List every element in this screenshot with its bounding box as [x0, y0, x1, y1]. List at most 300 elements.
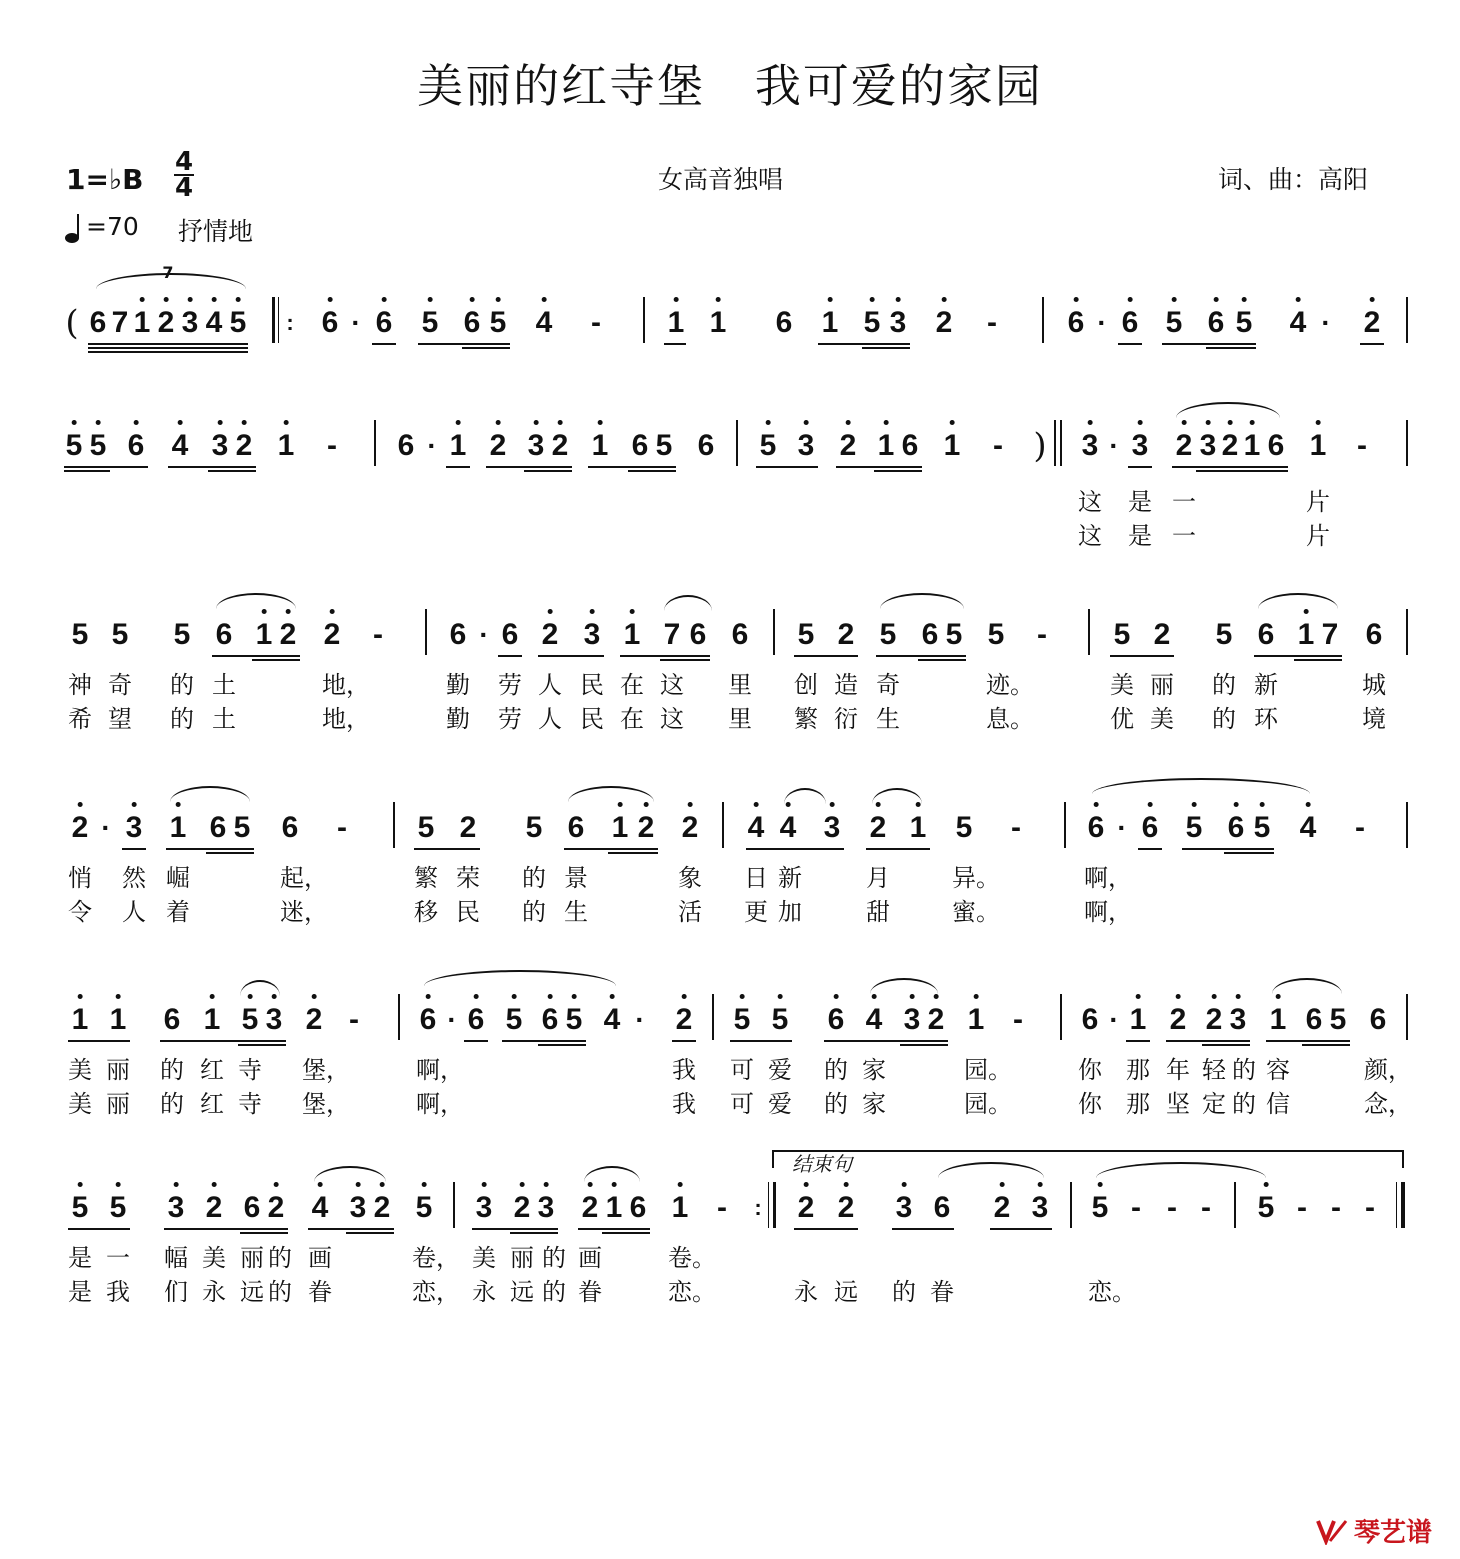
note: 1: [256, 615, 273, 655]
expression-marking: 抒情地: [178, 217, 254, 246]
note: 5: [66, 426, 83, 466]
lyric: 的: [160, 1056, 184, 1084]
note: 1: [278, 426, 295, 466]
note: 5: [655, 429, 673, 462]
lyric: 堡，: [302, 1090, 350, 1118]
watermark: [1316, 1512, 1432, 1549]
dash: -: [1011, 811, 1021, 844]
note: 2: [306, 1000, 323, 1040]
dash: -: [591, 306, 601, 339]
lyric: 的: [892, 1278, 916, 1306]
lyric: 更: [744, 898, 768, 926]
note: 4: [206, 303, 223, 343]
note: 6: [1228, 808, 1245, 848]
lyric: 那: [1126, 1056, 1150, 1084]
repeat-start-barline: [272, 297, 275, 343]
note: 6: [1369, 1003, 1387, 1036]
note: 2: [837, 618, 855, 651]
note: 5: [416, 1188, 433, 1228]
note: 2: [928, 1000, 945, 1040]
note: 3: [528, 426, 545, 466]
lyric: 远: [510, 1278, 534, 1306]
note: 5: [417, 811, 435, 844]
lyric: 这: [660, 671, 684, 699]
note: 4: [172, 426, 189, 466]
note: 3: [1082, 426, 1099, 466]
note: 6: [629, 1191, 647, 1224]
note: 3: [182, 303, 199, 343]
note: 3: [824, 808, 841, 848]
lyric: 生: [876, 705, 900, 733]
time-signature-bottom: 4: [174, 173, 194, 203]
note: 6: [1122, 303, 1139, 343]
note: 2: [206, 1188, 223, 1228]
lyric: 丽: [240, 1244, 264, 1272]
lyric: 的: [268, 1244, 292, 1272]
dash: -: [1355, 811, 1365, 844]
note: 5: [230, 303, 247, 343]
note: 2: [582, 1188, 599, 1228]
dash: -: [1357, 429, 1367, 462]
note: 7: [663, 618, 681, 651]
note: 3: [584, 615, 601, 655]
slur: [314, 1166, 386, 1182]
lyric: 美: [202, 1244, 226, 1272]
lyric: 眷: [308, 1278, 332, 1306]
dash: -: [717, 1191, 727, 1224]
lyric: 画: [308, 1244, 332, 1272]
lyric: 美: [68, 1056, 92, 1084]
slur: [216, 593, 296, 609]
note: 2: [268, 1188, 285, 1228]
note: 5: [242, 1000, 259, 1040]
lyric: 的: [542, 1244, 566, 1272]
note: 2: [638, 808, 655, 848]
note: 6: [567, 811, 585, 844]
note: 4: [748, 808, 765, 848]
note: 2: [236, 426, 253, 466]
lyric: 的: [542, 1278, 566, 1306]
note: 1: [592, 426, 609, 466]
lyric: 丽: [106, 1090, 130, 1118]
note: 2: [158, 303, 175, 343]
lyric: 奇: [108, 671, 132, 699]
note: 2: [374, 1188, 391, 1228]
lyric: 的: [522, 864, 546, 892]
lyric: 园。: [964, 1056, 1012, 1084]
note: 5: [1215, 618, 1233, 651]
note: 5: [955, 811, 973, 844]
lyric: 念，: [1364, 1090, 1412, 1118]
note: 5: [71, 618, 89, 651]
note: 2: [676, 1000, 693, 1040]
lyric: 勤: [446, 671, 470, 699]
note: 2: [72, 808, 89, 848]
note: 2: [552, 426, 569, 466]
lyric: 悄: [68, 864, 92, 892]
lyric: 的: [170, 671, 194, 699]
lyric: 地，: [322, 671, 370, 699]
lyric: 的: [824, 1090, 848, 1118]
dash: -: [373, 618, 383, 651]
note: 4: [866, 1000, 883, 1040]
slur: [880, 593, 964, 609]
note: 1: [204, 1000, 221, 1040]
lyric: 城: [1362, 671, 1386, 699]
lyric: 丽: [106, 1056, 130, 1084]
dash: -: [1297, 1191, 1307, 1224]
note: 2: [798, 1188, 815, 1228]
lyric: 息。: [986, 705, 1034, 733]
lyric: 可: [730, 1056, 754, 1084]
note: 1: [672, 1188, 689, 1228]
lyric: 我: [672, 1090, 696, 1118]
note: 3: [1132, 426, 1149, 466]
lyric: 永: [202, 1278, 226, 1306]
lyric: 繁: [414, 864, 438, 892]
slur: [870, 978, 938, 994]
note: 1: [1270, 1000, 1287, 1040]
tuplet-number: 7: [162, 263, 174, 282]
note: 6: [209, 811, 227, 844]
note: 4: [536, 303, 553, 343]
note: 5: [1258, 1188, 1275, 1228]
note: 1: [170, 808, 187, 848]
note: 3: [1200, 426, 1217, 466]
note: 6: [1142, 808, 1159, 848]
note: 1: [72, 1000, 89, 1040]
lyric: 红: [200, 1090, 224, 1118]
repeat-end-barline: [773, 1182, 776, 1228]
note: 3: [266, 1000, 283, 1040]
lyric: 丽: [1150, 671, 1174, 699]
note: 5: [1329, 1003, 1347, 1036]
dash: -: [1331, 1191, 1341, 1224]
note: 1: [1130, 1000, 1147, 1040]
lyric: 美: [68, 1090, 92, 1118]
lyric: 优: [1110, 705, 1134, 733]
note: 3: [890, 303, 907, 343]
watermark-text: 琴艺谱: [1354, 1518, 1433, 1548]
dash: -: [1037, 618, 1047, 651]
note: 2: [838, 1188, 855, 1228]
lyric: 是: [68, 1244, 92, 1272]
lyric: 迷，: [280, 898, 328, 926]
lyric: 卷。: [668, 1244, 716, 1272]
note: 1: [822, 303, 839, 343]
note: 7: [111, 306, 129, 339]
note: 3: [168, 1188, 185, 1228]
note: 5: [72, 1188, 89, 1228]
note: 1: [710, 303, 727, 343]
note: 1: [110, 1000, 127, 1040]
note: 2: [280, 615, 297, 655]
note: 5: [734, 1000, 751, 1040]
performer-label: 女高音独唱: [658, 165, 784, 194]
dash: -: [1167, 1191, 1177, 1224]
note: 1: [1244, 426, 1261, 466]
lyric: 人: [538, 705, 562, 733]
lyric: 望: [108, 705, 132, 733]
lyric: 迹。: [986, 671, 1034, 699]
lyric: 这: [660, 705, 684, 733]
lyric: 画: [578, 1244, 602, 1272]
note: 4: [1300, 808, 1317, 848]
lyric: 爱: [768, 1056, 792, 1084]
lyric: 你: [1078, 1056, 1102, 1084]
note: 1: [878, 426, 895, 466]
lyric: 蜜。: [952, 898, 1000, 926]
note: 2: [682, 808, 699, 848]
credits-label: 词、曲：高阳: [1218, 165, 1369, 194]
lyric: 在: [620, 671, 644, 699]
note: 5: [772, 1000, 789, 1040]
note: 7: [1321, 618, 1339, 651]
slur: [664, 595, 712, 611]
note: 3: [904, 1000, 921, 1040]
lyric: 地，: [322, 705, 370, 733]
note: 5: [111, 618, 129, 651]
note: 6: [420, 1000, 437, 1040]
lyric: 然: [122, 864, 146, 892]
note: 5: [1254, 808, 1271, 848]
note: 6: [464, 303, 481, 343]
lyric: 片: [1306, 522, 1330, 550]
lyric: 人: [122, 898, 146, 926]
lyric: 衍: [834, 705, 858, 733]
lyric: 远: [240, 1278, 264, 1306]
final-barline: [1401, 1182, 1405, 1228]
lyric: 啊，: [416, 1056, 464, 1084]
time-signature-top: 4: [174, 147, 194, 177]
lyric: 寺: [238, 1090, 262, 1118]
note: 5: [864, 303, 881, 343]
lyric: 我: [106, 1278, 130, 1306]
note: 6: [89, 306, 107, 339]
dash: -: [1013, 1003, 1023, 1036]
lyric: 堡，: [302, 1056, 350, 1084]
lyric: 土: [212, 671, 236, 699]
lyric: 移: [414, 898, 438, 926]
note: 6: [933, 1191, 951, 1224]
note: 2: [870, 808, 887, 848]
lyric: 恋。: [1088, 1278, 1136, 1306]
lyric: 红: [200, 1056, 224, 1084]
lyric: 可: [730, 1090, 754, 1118]
note: 2: [1364, 303, 1381, 343]
lyric: 的: [1212, 671, 1236, 699]
note: 2: [542, 615, 559, 655]
lyric: 幅: [164, 1244, 188, 1272]
lyric: 希: [68, 705, 92, 733]
note: 3: [350, 1188, 367, 1228]
dash: -: [1201, 1191, 1211, 1224]
lyric: 造: [834, 671, 858, 699]
note: 5: [525, 811, 543, 844]
key-signature: 1=♭B: [66, 163, 144, 196]
lyric: 甜: [866, 898, 890, 926]
note: 1: [1298, 615, 1315, 655]
note: 6: [1208, 303, 1225, 343]
lyric: 新: [778, 864, 802, 892]
note: 6: [128, 426, 145, 466]
note: 6: [697, 429, 715, 462]
note: 6: [1365, 618, 1383, 651]
note: 6: [1305, 1003, 1323, 1036]
lyric: 民: [580, 705, 604, 733]
note: 6: [449, 618, 467, 651]
note: 1: [944, 426, 961, 466]
note: 6: [281, 811, 299, 844]
lyric: 定: [1202, 1090, 1226, 1118]
ending-label: 结束句: [792, 1152, 852, 1176]
note: 5: [90, 426, 107, 466]
lyric: 生: [564, 898, 588, 926]
lyric: 一: [1172, 488, 1196, 516]
slur: [170, 786, 250, 802]
intro-paren-open: (: [65, 303, 79, 343]
note: 2: [1222, 426, 1239, 466]
lyric: 勤: [446, 705, 470, 733]
note: 6: [775, 306, 793, 339]
slur: [1272, 978, 1342, 994]
note: 3: [798, 426, 815, 466]
note: 5: [1092, 1188, 1109, 1228]
lyric: 奇: [876, 671, 900, 699]
dash: -: [987, 306, 997, 339]
note: 5: [566, 1000, 583, 1040]
lyric: 月: [866, 864, 890, 892]
slur: [1092, 778, 1310, 794]
lyric: 民: [580, 671, 604, 699]
lyric: 在: [620, 705, 644, 733]
note: 1: [612, 808, 629, 848]
lyric: 是: [68, 1278, 92, 1306]
note: 1: [624, 615, 641, 655]
lyric: 景: [564, 864, 588, 892]
lyric: 园。: [964, 1090, 1012, 1118]
note: 3: [1032, 1188, 1049, 1228]
lyric: 的: [824, 1056, 848, 1084]
tempo-value: =70: [86, 212, 139, 241]
note: 5: [233, 811, 251, 844]
note: 2: [936, 303, 953, 343]
note: 6: [631, 429, 649, 462]
note: 6: [215, 618, 233, 651]
lyric: 片: [1306, 488, 1330, 516]
note: 1: [1310, 426, 1327, 466]
lyric: 的: [1232, 1056, 1256, 1084]
lyric: 那: [1126, 1090, 1150, 1118]
lyric: 颜，: [1364, 1056, 1412, 1084]
note: 4: [1290, 303, 1307, 343]
lyric: 美: [472, 1244, 496, 1272]
note: 5: [1113, 618, 1131, 651]
lyric: 丽: [510, 1244, 534, 1272]
lyric: 恋。: [668, 1278, 716, 1306]
lyric: 的: [1212, 705, 1236, 733]
watermark-logo-icon: [1316, 1517, 1350, 1545]
lyric: 永: [472, 1278, 496, 1306]
lyric: 卷，: [412, 1244, 460, 1272]
note: 2: [1206, 1000, 1223, 1040]
note: 3: [1230, 1000, 1247, 1040]
note: 6: [322, 303, 339, 343]
note: 5: [506, 1000, 523, 1040]
lyric: 啊，: [1084, 864, 1132, 892]
dash: -: [327, 429, 337, 462]
lyric: 家: [862, 1056, 886, 1084]
score-title: 美丽的红寺堡 我可爱的家园: [417, 59, 1043, 113]
lyric: 创: [794, 671, 818, 699]
note: 2: [1176, 426, 1193, 466]
note: 1: [668, 303, 685, 343]
lyric: 眷: [578, 1278, 602, 1306]
slur: [568, 786, 654, 802]
note: 2: [490, 426, 507, 466]
slur: [784, 788, 826, 804]
note: 6: [501, 618, 519, 651]
note: 6: [1267, 429, 1285, 462]
slur: [1258, 593, 1338, 609]
lyric: 着: [166, 898, 190, 926]
dash: -: [1365, 1191, 1375, 1224]
slur: [1176, 402, 1280, 418]
note: 5: [945, 618, 963, 651]
lyric: 一: [106, 1244, 130, 1272]
lyric: 繁: [794, 705, 818, 733]
lyric: 我: [672, 1056, 696, 1084]
lyric: 民: [456, 898, 480, 926]
note: 3: [896, 1188, 913, 1228]
lyric: 容: [1266, 1056, 1290, 1084]
lyric: 美: [1150, 705, 1174, 733]
lyric: 啊，: [416, 1090, 464, 1118]
lyric: 象: [678, 864, 702, 892]
lyric: 劳: [498, 705, 522, 733]
lyric: 日: [744, 864, 768, 892]
lyric: 荣: [456, 864, 480, 892]
dash: -: [337, 811, 347, 844]
note: 6: [376, 303, 393, 343]
lyric: 的: [268, 1278, 292, 1306]
note: 2: [1153, 618, 1171, 651]
note: 6: [689, 618, 707, 651]
note: 3: [538, 1188, 555, 1228]
note: 2: [1170, 1000, 1187, 1040]
note: 6: [1081, 1003, 1099, 1036]
lyric: 的: [170, 705, 194, 733]
lyric: 永: [794, 1278, 818, 1306]
lyric: 环: [1254, 705, 1278, 733]
note: 2: [459, 811, 477, 844]
lyric: 人: [538, 671, 562, 699]
note: 1: [910, 808, 927, 848]
note: 3: [476, 1188, 493, 1228]
note: 5: [1166, 303, 1183, 343]
note: 6: [901, 429, 919, 462]
note: 2: [840, 426, 857, 466]
note: 5: [987, 618, 1005, 651]
lyric: 这: [1078, 522, 1102, 550]
note: 5: [110, 1188, 127, 1228]
note: 5: [173, 618, 191, 651]
ending-bracket: [772, 1150, 1404, 1168]
lyric: 啊，: [1084, 898, 1132, 926]
note: 6: [163, 1003, 181, 1036]
note: 5: [490, 303, 507, 343]
dash: -: [1131, 1191, 1141, 1224]
